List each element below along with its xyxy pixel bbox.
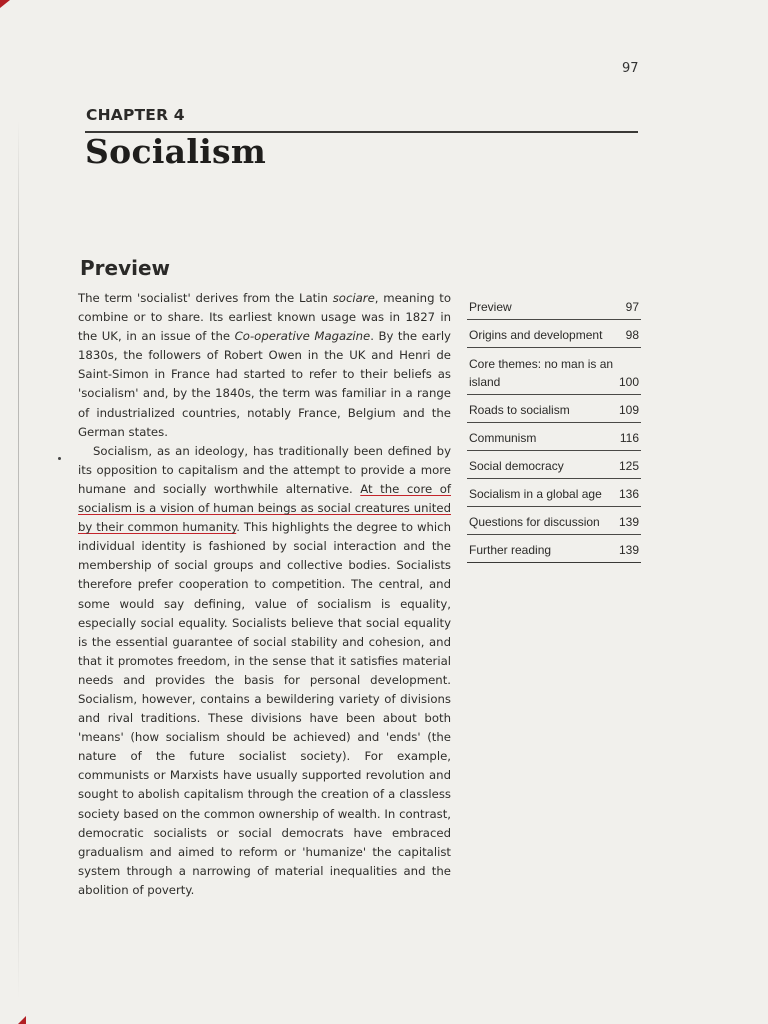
toc-label: Socialism in a global age [469,487,602,501]
toc-label: Core themes: no man is an island [469,357,614,389]
toc-label: Communism [469,431,537,445]
toc-row [467,395,641,423]
chapter-label: CHAPTER 4 [86,106,185,124]
toc-label: Roads to socialism [469,403,570,417]
paragraph-1 [78,289,451,442]
toc-row [467,535,641,563]
chapter-contents-box [467,292,641,563]
toc-page: 139 [618,543,639,557]
toc-page: 116 [619,431,639,445]
latin-term: sociare [332,291,375,305]
toc-page: 136 [618,487,639,501]
toc-row [467,479,641,507]
paragraph-1-text-c: . By the early 1830s, the followers of Robert Owen in the UK and Henri de Saint-Simon in France had started to refer to their beliefs as 'socialism' and, by the 1840s, the term was familiar in a range of industrialized countries, notably France, Belgium and the German states. [78,329,451,439]
toc-row [467,320,641,348]
preview-body [78,289,451,900]
toc-page: 109 [618,403,639,417]
toc-row [467,348,641,395]
toc-row [467,451,641,479]
paragraph-2 [78,442,451,900]
underlined-passage: At the core of socialism is a vision of human beings as social creatures united by their common humanity [78,481,451,535]
toc-label: Questions for discussion [469,515,600,529]
magazine-title: Co-operative Magazine [234,329,371,344]
toc-page: 100 [618,375,639,389]
paragraph-2-text-b: . This highlights the degree to which individual identity is fashioned by social interaction and the membership of social groups and collective bodies. Socialists therefore prefer cooperation to competition. The central, and some would say defining, value of socialism is equality, especially social equality. Socialists believe that social equality is the essential guarantee of social stability and cohesion, and that it promotes freedom, in the sense that it satisfies material needs and provides the basis for personal development. Socialism, however, contains a bewildering variety of divisions and rival traditions. These divisions have been about both 'means' (how socialism should be achieved) and 'ends' (the nature of the future socialist society). For example, communists or Marxists have usually supported revolution and sought to abolish capitalism through the creation of a classless society based on the common ownership of wealth. In contrast, democratic socialists or social democrats have embraced gradualism and aimed to reform or 'humanize' the capitalist system through a narrowing of material inequalities and the abolition of poverty. [78,520,451,897]
toc-row [467,507,641,535]
toc-row [467,292,641,320]
toc-page: 98 [625,328,639,342]
toc-page: 97 [625,300,639,314]
toc-label: Origins and development [469,328,603,342]
page-number: 97 [622,61,639,76]
toc-label: Preview [469,300,512,314]
toc-page: 139 [618,515,639,529]
margin-mark [58,457,61,460]
toc-row [467,423,641,451]
paragraph-1-text-b: , meaning to combine or to share. Its earliest known usage was in 1827 in the UK, in an issue of the [78,291,451,344]
paragraph-1-text-a: The term 'socialist' derives from the Latin [78,291,333,305]
toc-label: Social democracy [469,459,564,473]
toc-page: 125 [618,459,639,473]
page-edge-shadow [18,120,19,1000]
toc-label: Further reading [469,543,552,557]
preview-heading: Preview [80,256,171,280]
corner-mark-bottom-left [18,1016,26,1024]
corner-mark-top-left [0,0,10,8]
chapter-title: Socialism [85,132,267,171]
paragraph-2-text-a: Socialism, as an ideology, has traditionally been defined by its opposition to capitalism and the attempt to provide a more humane and socially worthwhile alternative. [78,443,451,496]
